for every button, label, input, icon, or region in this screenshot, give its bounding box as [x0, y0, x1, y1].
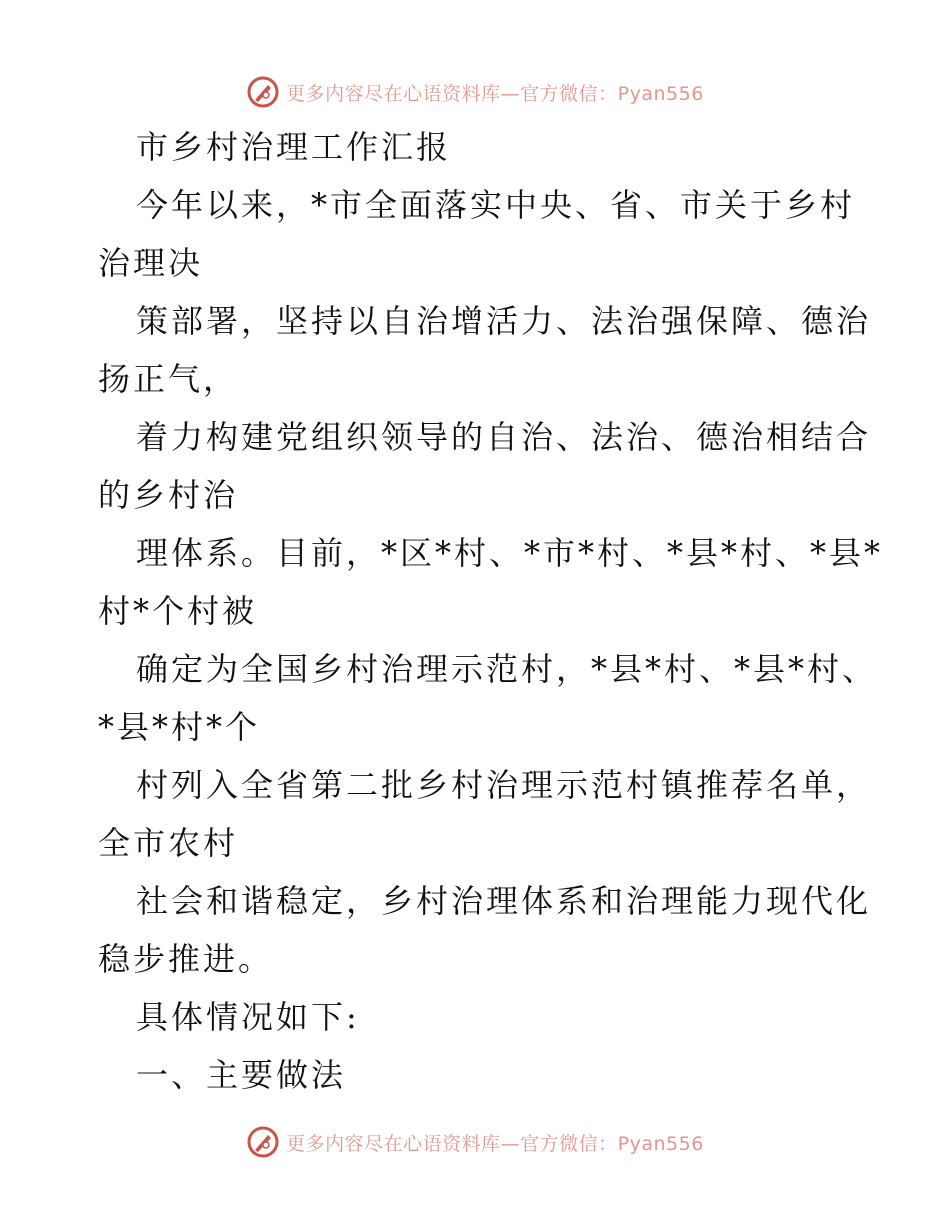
watermark-text: 更多内容尽在心语资料库—官方微信：Pyan556 — [286, 1132, 704, 1155]
document-line: 市乡村治理工作汇报 — [136, 128, 452, 166]
document-line: *县*村*个 — [98, 708, 261, 746]
pen-logo-icon — [246, 75, 280, 109]
document-line: 的乡村治 — [98, 476, 239, 514]
footer-watermark — [0, 1120, 950, 1164]
document-line: 社会和谐稳定，乡村治理体系和治理能力现代化 — [136, 882, 872, 920]
document-line: 稳步推进。 — [98, 940, 274, 978]
document-line: 治理决 — [98, 244, 204, 282]
document-line: 村*个村被 — [98, 592, 258, 630]
document-line: 策部署，坚持以自治增活力、法治强保障、德治 — [136, 302, 872, 340]
document-line: 一、主要做法 — [136, 1056, 347, 1094]
document-line: 理体系。目前，*区*村、*市*村、*县*村、*县* — [136, 534, 884, 572]
document-line: 着力构建党组织领导的自治、法治、德治相结合 — [136, 418, 872, 456]
document-line: 村列入全省第二批乡村治理示范村镇推荐名单， — [136, 766, 872, 804]
document-body — [98, 118, 884, 1104]
document-line: 今年以来，*市全面落实中央、省、市关于乡村 — [136, 186, 856, 224]
document-line: 具体情况如下: — [136, 998, 360, 1036]
document-line: 确定为全国乡村治理示范村，*县*村、*县*村、 — [136, 650, 878, 688]
header-watermark — [0, 70, 950, 114]
document-line: 全市农村 — [98, 824, 239, 862]
watermark-text: 更多内容尽在心语资料库—官方微信：Pyan556 — [286, 82, 704, 105]
pen-logo-icon — [246, 1125, 280, 1159]
document-line: 扬正气， — [98, 360, 239, 398]
